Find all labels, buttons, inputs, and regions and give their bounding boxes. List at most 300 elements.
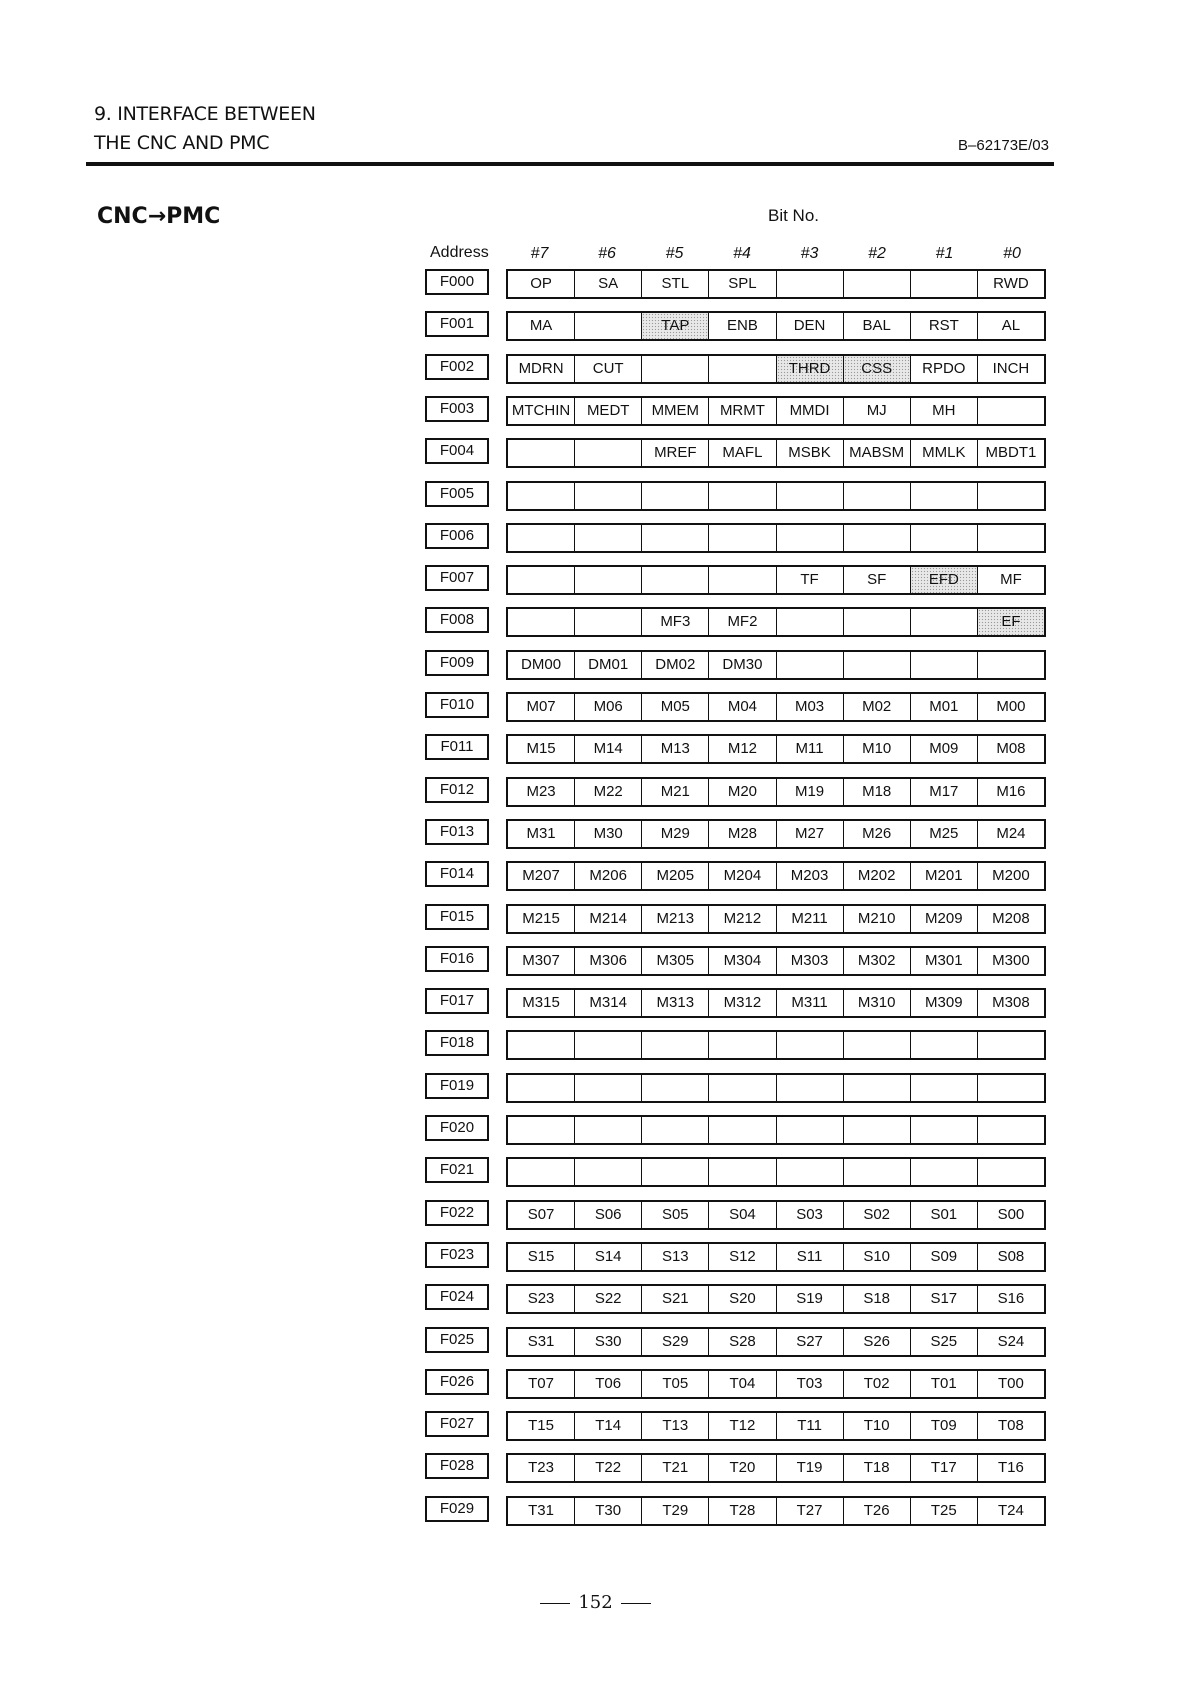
bit-header: #7 — [530, 245, 549, 262]
bit-cell: S30 — [574, 1329, 641, 1355]
bit-cell: MRMT — [708, 398, 775, 424]
bit-header: #1 — [935, 245, 954, 262]
address-cell: F006 — [425, 523, 489, 549]
bit-cell — [776, 1075, 843, 1101]
bit-cell — [843, 1117, 910, 1143]
bit-cell — [508, 525, 574, 551]
bit-cell — [708, 1117, 775, 1143]
footer-dash-right — [621, 1603, 651, 1604]
bit-cell: T26 — [843, 1498, 910, 1524]
bit-cell: MEDT — [574, 398, 641, 424]
section-title: CNC→PMC — [97, 204, 221, 229]
bit-cell: M11 — [776, 736, 843, 762]
address-cell: F009 — [425, 650, 489, 676]
bit-cells — [506, 1327, 1046, 1357]
bit-cell: M210 — [843, 906, 910, 932]
bit-cell: S14 — [574, 1244, 641, 1270]
bit-cell: M203 — [776, 863, 843, 889]
bit-cell — [574, 567, 641, 593]
bit-cell: M30 — [574, 821, 641, 847]
address-cell: F007 — [425, 565, 489, 591]
bit-cell: M312 — [708, 990, 775, 1016]
bit-cell: STL — [641, 271, 708, 297]
bit-cell: M23 — [526, 783, 556, 800]
bit-cell: M201 — [910, 863, 977, 889]
bit-cells — [506, 1242, 1046, 1272]
bit-cell: T00 — [977, 1371, 1044, 1397]
bit-cell — [776, 652, 843, 678]
bit-cell — [641, 1117, 708, 1143]
bit-cell: MREF — [641, 440, 708, 466]
bit-cell — [508, 483, 574, 509]
bit-cell: DM30 — [708, 652, 775, 678]
bit-cell: S29 — [641, 1329, 708, 1355]
bit-cell — [776, 1032, 843, 1058]
bit-cell — [977, 1159, 1044, 1185]
bit-cell — [508, 609, 574, 635]
bit-cell: M19 — [776, 779, 843, 805]
bit-cell — [508, 1159, 574, 1185]
bit-cell — [574, 440, 641, 466]
bit-cell: M26 — [843, 821, 910, 847]
bit-cell: M302 — [843, 948, 910, 974]
bit-cell — [508, 1075, 574, 1101]
bit-cell: T11 — [776, 1413, 843, 1439]
bit-header: #3 — [800, 245, 819, 262]
bit-cell: M20 — [708, 779, 775, 805]
bit-cell: CUT — [574, 356, 641, 382]
bit-cell — [641, 1075, 708, 1101]
bit-cell: MDRN — [518, 360, 564, 377]
bit-cell: THRD — [776, 356, 843, 382]
bit-cell — [910, 525, 977, 551]
bit-cell: S17 — [910, 1286, 977, 1312]
bit-cell — [708, 525, 775, 551]
address-cell: F010 — [425, 692, 489, 718]
document-code: B–62173E/03 — [958, 137, 1049, 154]
bit-cell: T08 — [977, 1413, 1044, 1439]
bit-cell: RPDO — [910, 356, 977, 382]
bit-cell: M300 — [977, 948, 1044, 974]
bit-cell — [708, 1032, 775, 1058]
bit-cell — [977, 1117, 1044, 1143]
bit-cell: MF2 — [708, 609, 775, 635]
bit-cell: S11 — [776, 1244, 843, 1270]
bit-cell: TF — [776, 567, 843, 593]
bit-cell: S18 — [843, 1286, 910, 1312]
address-cell: F021 — [425, 1157, 489, 1183]
bit-cell: M21 — [641, 779, 708, 805]
bit-cell — [843, 1075, 910, 1101]
bit-cell: T10 — [843, 1413, 910, 1439]
bit-cell: M209 — [910, 906, 977, 932]
address-cell: F023 — [425, 1242, 489, 1268]
bit-cell: M310 — [843, 990, 910, 1016]
bit-cells — [506, 1115, 1046, 1145]
bit-header: #6 — [598, 245, 616, 262]
bit-cell — [708, 356, 775, 382]
bit-cell: MA — [529, 317, 553, 334]
bit-cell: OP — [530, 275, 552, 292]
chapter-title-line1: 9. INTERFACE BETWEEN — [94, 103, 316, 125]
bit-cell — [776, 483, 843, 509]
chapter-title — [94, 100, 316, 158]
bit-cell: INCH — [977, 356, 1044, 382]
bit-cell: SA — [574, 271, 641, 297]
address-cell: F025 — [425, 1327, 489, 1353]
bit-cell — [574, 609, 641, 635]
bit-cell: T24 — [977, 1498, 1044, 1524]
bit-cell — [641, 1032, 708, 1058]
bit-cell — [910, 1075, 977, 1101]
bit-cell — [708, 1159, 775, 1185]
bit-cell: BAL — [843, 313, 910, 339]
bit-cell: M303 — [776, 948, 843, 974]
bit-cell — [708, 1075, 775, 1101]
bit-cell: S00 — [977, 1202, 1044, 1228]
bit-cell: T21 — [641, 1455, 708, 1481]
address-column-label: Address — [430, 244, 489, 261]
bit-header: #5 — [665, 245, 684, 262]
bit-cell: M206 — [574, 863, 641, 889]
bit-cell: MF3 — [641, 609, 708, 635]
bit-cell — [910, 271, 977, 297]
address-cell: F017 — [425, 988, 489, 1014]
bit-cell: DM02 — [641, 652, 708, 678]
bit-cell — [508, 1032, 574, 1058]
bit-cell: MABSM — [843, 440, 910, 466]
bit-cell: S03 — [776, 1202, 843, 1228]
bit-cell: M211 — [776, 906, 843, 932]
bit-cells — [506, 904, 1046, 934]
bit-cell: M06 — [574, 694, 641, 720]
bit-cell — [508, 1117, 574, 1143]
bit-cell: M13 — [641, 736, 708, 762]
bit-cell: M27 — [776, 821, 843, 847]
bit-cell — [843, 1032, 910, 1058]
bit-cell: M200 — [977, 863, 1044, 889]
bit-cell — [843, 483, 910, 509]
bit-cell: M204 — [708, 863, 775, 889]
bit-cell: M14 — [574, 736, 641, 762]
page-footer — [0, 1592, 1191, 1613]
bit-cell: S05 — [641, 1202, 708, 1228]
bit-cell: S31 — [527, 1333, 555, 1350]
bit-cell: T09 — [910, 1413, 977, 1439]
bit-cell: S24 — [977, 1329, 1044, 1355]
bit-cell: M07 — [526, 698, 556, 715]
bit-cells — [506, 650, 1046, 680]
bit-cell — [910, 1117, 977, 1143]
bit-cells — [506, 1200, 1046, 1230]
bit-cell: T22 — [574, 1455, 641, 1481]
bit-cell: S25 — [910, 1329, 977, 1355]
bit-cell: T03 — [776, 1371, 843, 1397]
bit-cell — [574, 1117, 641, 1143]
bit-cell: M207 — [522, 867, 560, 884]
bit-cell: M00 — [977, 694, 1044, 720]
bit-cell: MBDT1 — [977, 440, 1044, 466]
bit-cells — [506, 819, 1046, 849]
bit-cells — [506, 354, 1046, 384]
address-cell: F024 — [425, 1284, 489, 1310]
bit-cell: M315 — [522, 994, 560, 1011]
bit-cell: T30 — [574, 1498, 641, 1524]
bit-cell: T05 — [641, 1371, 708, 1397]
bit-cell: MSBK — [776, 440, 843, 466]
bit-cell: S27 — [776, 1329, 843, 1355]
bit-cell — [776, 1159, 843, 1185]
bit-cells — [506, 1073, 1046, 1103]
bit-cell: S15 — [527, 1248, 555, 1265]
bit-cell: EFD — [910, 567, 977, 593]
bit-cell — [574, 525, 641, 551]
bit-cell — [977, 1032, 1044, 1058]
bit-cell: M17 — [910, 779, 977, 805]
bit-cell: M28 — [708, 821, 775, 847]
bit-cell: M313 — [641, 990, 708, 1016]
bit-cell — [574, 483, 641, 509]
bit-cell: M24 — [977, 821, 1044, 847]
address-cell: F016 — [425, 946, 489, 972]
bit-cell: M214 — [574, 906, 641, 932]
bit-cells — [506, 607, 1046, 637]
bit-cell: M306 — [574, 948, 641, 974]
bit-cell — [977, 1075, 1044, 1101]
address-cell: F029 — [425, 1496, 489, 1522]
bit-cell — [574, 1159, 641, 1185]
bit-cell: MMEM — [641, 398, 708, 424]
bit-cell: T12 — [708, 1413, 775, 1439]
bit-header: #4 — [733, 245, 751, 262]
bit-cells — [506, 481, 1046, 511]
bit-cell: S01 — [910, 1202, 977, 1228]
bit-cell — [641, 567, 708, 593]
bit-cell — [977, 525, 1044, 551]
bit-cell: M08 — [977, 736, 1044, 762]
bit-cell: S06 — [574, 1202, 641, 1228]
bit-cell: T07 — [528, 1375, 554, 1392]
bit-cell: S04 — [708, 1202, 775, 1228]
bit-cells — [506, 734, 1046, 764]
bit-cell: M308 — [977, 990, 1044, 1016]
bit-cell: M212 — [708, 906, 775, 932]
bit-cells — [506, 946, 1046, 976]
bit-cells — [506, 988, 1046, 1018]
bit-cell: S19 — [776, 1286, 843, 1312]
bit-cell: M12 — [708, 736, 775, 762]
bit-cell: M311 — [776, 990, 843, 1016]
bit-cell: S26 — [843, 1329, 910, 1355]
bit-cell: M15 — [526, 740, 556, 757]
bit-cell: S13 — [641, 1244, 708, 1270]
address-cell: F015 — [425, 904, 489, 930]
bit-cell: T01 — [910, 1371, 977, 1397]
bit-cell — [910, 609, 977, 635]
bit-cell: S10 — [843, 1244, 910, 1270]
bit-cell: M03 — [776, 694, 843, 720]
bit-cell: T04 — [708, 1371, 775, 1397]
bit-cell — [776, 271, 843, 297]
bit-cell: M25 — [910, 821, 977, 847]
bit-cells — [506, 861, 1046, 891]
bit-cell: SPL — [708, 271, 775, 297]
bit-cell: S23 — [527, 1290, 555, 1307]
bit-cell: S22 — [574, 1286, 641, 1312]
bit-cell: M16 — [977, 779, 1044, 805]
bit-cell: EF — [977, 609, 1044, 635]
bit-cell: S02 — [843, 1202, 910, 1228]
bit-cells — [506, 1030, 1046, 1060]
bit-cell: AL — [977, 313, 1044, 339]
bit-cell: M31 — [526, 825, 556, 842]
bit-cells — [506, 1369, 1046, 1399]
bit-cell: S28 — [708, 1329, 775, 1355]
bit-cell — [708, 483, 775, 509]
bit-cell — [708, 567, 775, 593]
address-cell: F001 — [425, 311, 489, 337]
bit-cell: MJ — [843, 398, 910, 424]
bit-cell — [910, 483, 977, 509]
bit-cells — [506, 1284, 1046, 1314]
bit-cell — [508, 567, 574, 593]
address-cell: F005 — [425, 481, 489, 507]
bit-cell: M09 — [910, 736, 977, 762]
bit-cell — [843, 271, 910, 297]
address-cell: F027 — [425, 1411, 489, 1437]
bit-cells — [506, 311, 1046, 341]
bit-cell: T06 — [574, 1371, 641, 1397]
address-cell: F012 — [425, 777, 489, 803]
bit-cells — [506, 777, 1046, 807]
address-cell: F011 — [425, 734, 489, 760]
bit-cell: M22 — [574, 779, 641, 805]
bit-cell: MMDI — [776, 398, 843, 424]
bit-cell: S09 — [910, 1244, 977, 1270]
bit-cell — [843, 609, 910, 635]
bit-cell — [641, 483, 708, 509]
bit-no-label: Bit No. — [768, 206, 820, 225]
bit-cell: T29 — [641, 1498, 708, 1524]
bit-cell: M29 — [641, 821, 708, 847]
address-cell: F013 — [425, 819, 489, 845]
bit-cell: TAP — [641, 313, 708, 339]
bit-cell: T15 — [528, 1417, 554, 1434]
bit-cell: S12 — [708, 1244, 775, 1270]
bit-cell: DEN — [776, 313, 843, 339]
bit-cell: M215 — [522, 910, 560, 927]
bit-cell — [574, 1032, 641, 1058]
bit-cell: S20 — [708, 1286, 775, 1312]
bit-cell: S21 — [641, 1286, 708, 1312]
bit-cell: T23 — [528, 1459, 554, 1476]
address-cell: F020 — [425, 1115, 489, 1141]
address-cell: F026 — [425, 1369, 489, 1395]
bit-cell — [641, 356, 708, 382]
address-cell: F000 — [425, 269, 489, 295]
bit-cell: DM01 — [574, 652, 641, 678]
address-cell: F019 — [425, 1073, 489, 1099]
address-cell: F008 — [425, 607, 489, 633]
bit-cell: T19 — [776, 1455, 843, 1481]
header-rule — [86, 162, 1054, 166]
bit-cell: M309 — [910, 990, 977, 1016]
bit-cells — [506, 565, 1046, 595]
bit-cell: M205 — [641, 863, 708, 889]
bit-cell: M307 — [522, 952, 560, 969]
bit-cell — [574, 313, 641, 339]
bit-cell: M10 — [843, 736, 910, 762]
bit-cell: RST — [910, 313, 977, 339]
bit-cell: M304 — [708, 948, 775, 974]
bit-cell: MAFL — [708, 440, 775, 466]
bit-cell — [977, 483, 1044, 509]
bit-header: #0 — [1003, 245, 1021, 262]
bit-cell: SF — [843, 567, 910, 593]
bit-cell: M208 — [977, 906, 1044, 932]
bit-cell: M301 — [910, 948, 977, 974]
bit-cell — [977, 398, 1044, 424]
bit-cell: M314 — [574, 990, 641, 1016]
bit-cell — [843, 652, 910, 678]
bit-cell: T14 — [574, 1413, 641, 1439]
bit-cell: S07 — [527, 1206, 555, 1223]
bit-cell: CSS — [843, 356, 910, 382]
bit-cell: M18 — [843, 779, 910, 805]
bit-cell: T16 — [977, 1455, 1044, 1481]
chapter-title-line2: THE CNC AND PMC — [94, 132, 270, 154]
bit-cell: DM00 — [521, 656, 562, 673]
bit-cell: S08 — [977, 1244, 1044, 1270]
bit-cell: T28 — [708, 1498, 775, 1524]
bit-cell — [977, 652, 1044, 678]
bit-header: #2 — [868, 245, 886, 262]
bit-cells — [506, 438, 1046, 468]
bit-cell: M305 — [641, 948, 708, 974]
bit-cells — [506, 1496, 1046, 1526]
bit-cell — [641, 1159, 708, 1185]
address-cell: F018 — [425, 1030, 489, 1056]
bit-cell: MMLK — [910, 440, 977, 466]
bit-cell — [574, 1075, 641, 1101]
bit-cell: MTCHIN — [511, 402, 571, 419]
bit-cell: ENB — [708, 313, 775, 339]
bit-cell — [843, 1159, 910, 1185]
bit-cell: M04 — [708, 694, 775, 720]
bit-cell: M01 — [910, 694, 977, 720]
bit-cell — [910, 1032, 977, 1058]
bit-cell: M05 — [641, 694, 708, 720]
bit-cell — [910, 1159, 977, 1185]
bit-cell — [508, 440, 574, 466]
bit-cell: M02 — [843, 694, 910, 720]
bit-cell: T20 — [708, 1455, 775, 1481]
address-cell: F002 — [425, 354, 489, 380]
bit-cells — [506, 692, 1046, 722]
bit-cell: T02 — [843, 1371, 910, 1397]
bit-cell — [641, 525, 708, 551]
bit-cells — [506, 1411, 1046, 1441]
page-number: 152 — [578, 1592, 613, 1613]
bit-cell — [776, 525, 843, 551]
bit-cells — [506, 1453, 1046, 1483]
bit-cell: T25 — [910, 1498, 977, 1524]
address-cell: F028 — [425, 1453, 489, 1479]
bit-cell: MF — [977, 567, 1044, 593]
bit-cells — [506, 1157, 1046, 1187]
address-cell: F014 — [425, 861, 489, 887]
bit-cell: T13 — [641, 1413, 708, 1439]
